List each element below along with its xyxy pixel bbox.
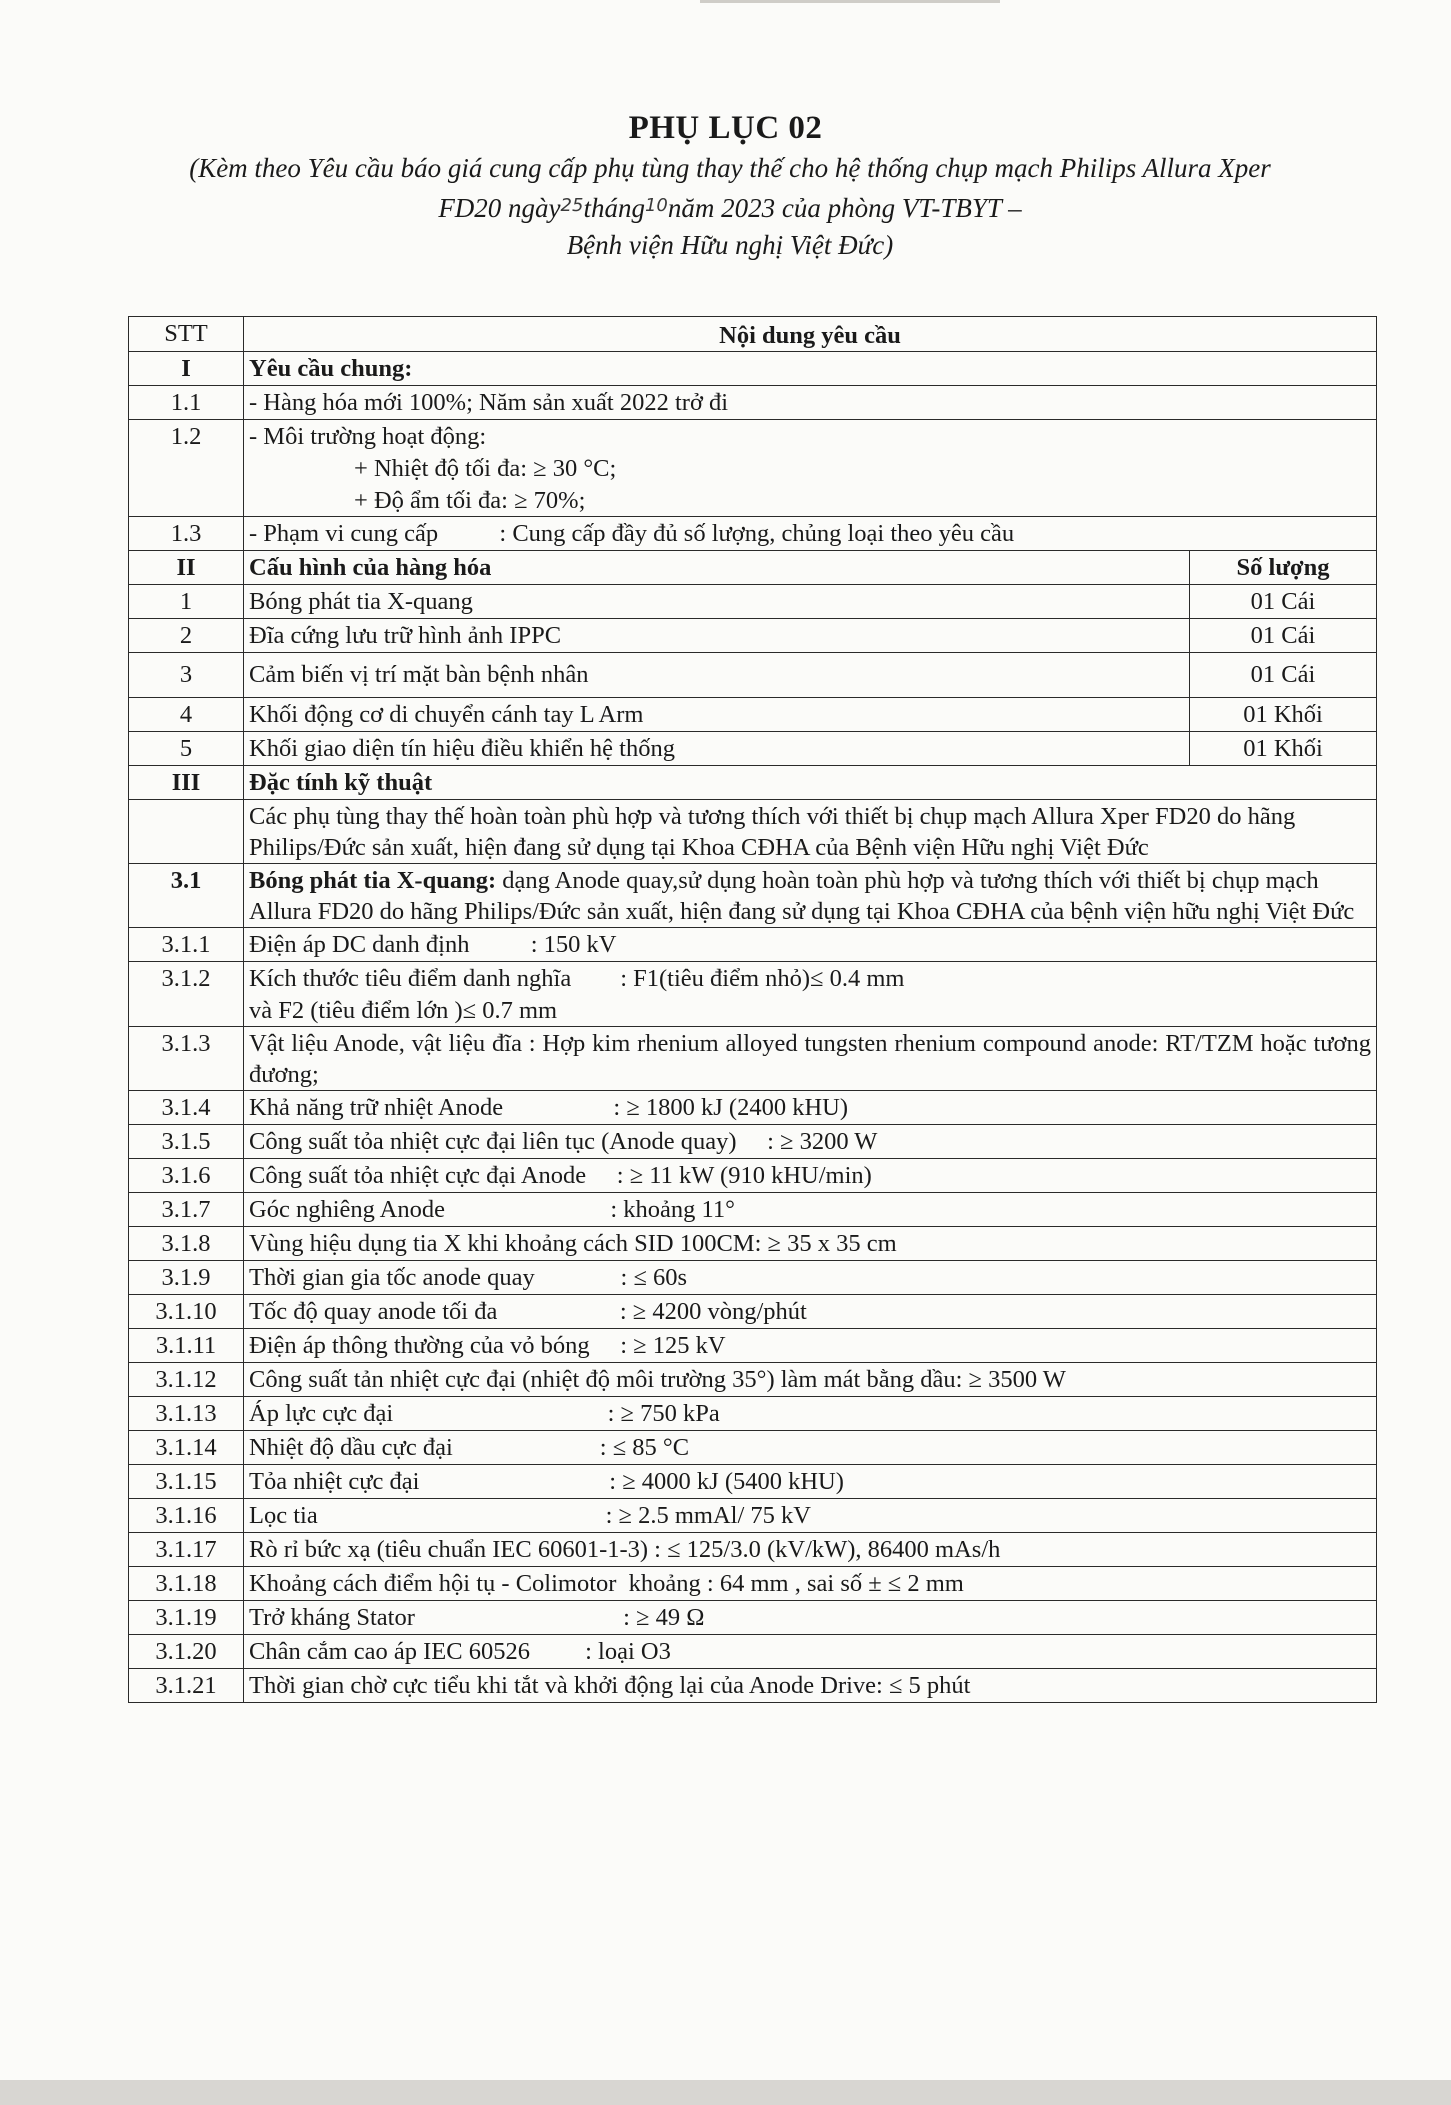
spec-row <box>129 1159 1377 1193</box>
spec-number: 3.1.8 <box>129 1227 244 1261</box>
subtitle-part1: (Kèm theo Yêu cầu báo giá cung cấp phụ tùng thay thế cho hệ thống chụp mạch Philips Allura Xper FD20 ngày <box>189 153 1271 223</box>
env-temp-line: + Nhiệt độ tối đa: ≥ 30 °C; <box>354 455 617 482</box>
spec-number: 3.1.4 <box>129 1091 244 1125</box>
spec-text: Tốc độ quay anode tối đa : ≥ 4200 vòng/phút <box>244 1295 1377 1329</box>
spec-row <box>129 1261 1377 1295</box>
document-title: PHỤ LỤC 02 <box>628 110 823 146</box>
table-row <box>129 800 1377 864</box>
item-number: 1 <box>129 585 244 619</box>
env-humidity-line: + Độ ẩm tối đa: ≥ 70%; <box>354 487 586 514</box>
spec-text: Lọc tia : ≥ 2.5 mmAl/ 75 kV <box>244 1499 1377 1533</box>
scan-bottom-edge <box>0 2080 1451 2105</box>
item-number: 4 <box>129 698 244 732</box>
spec-text <box>244 1027 1377 1091</box>
spec-number: 3.1.2 <box>129 962 244 1027</box>
table-row <box>129 732 1377 766</box>
spec-number: 3.1.15 <box>129 1465 244 1499</box>
spec-row <box>129 1601 1377 1635</box>
spec-number: 3.1.5 <box>129 1125 244 1159</box>
spec-text: Khoảng cách điểm hội tụ - Colimotor khoảng : 64 mm , sai số ± ≤ 2 mm <box>244 1567 1377 1601</box>
spec-text: Chân cắm cao áp IEC 60526 : loại O3 <box>244 1635 1377 1669</box>
spec-row <box>129 1091 1377 1125</box>
spec-text <box>244 962 1377 1027</box>
table-row <box>129 619 1377 653</box>
spec-number: 3.1.13 <box>129 1397 244 1431</box>
spec-line: và F2 (tiêu điểm lớn )≤ 0.7 mm <box>249 997 558 1024</box>
row-text <box>244 420 1377 517</box>
table-header-row <box>129 317 1377 352</box>
subtitle-line3: Bệnh viện Hữu nghị Việt Đức) <box>566 230 894 260</box>
section-label: Cấu hình của hàng hóa <box>244 551 1190 585</box>
spec-text: Thời gian gia tốc anode quay : ≤ 60s <box>244 1261 1377 1295</box>
spec-text: Khả năng trữ nhiệt Anode : ≥ 1800 kJ (2400 kHU) <box>244 1091 1377 1125</box>
section-row-specs <box>129 766 1377 800</box>
spec-text: Góc nghiêng Anode : khoảng 11° <box>244 1193 1377 1227</box>
subtitle-part3: năm 2023 của phòng VT-TBYT – <box>667 193 1022 223</box>
spec-text: Nhiệt độ dầu cực đại : ≤ 85 °C <box>244 1431 1377 1465</box>
row-text <box>244 800 1377 864</box>
spec-text: Tỏa nhiệt cực đại : ≥ 4000 kJ (5400 kHU) <box>244 1465 1377 1499</box>
item-name: Khối giao diện tín hiệu điều khiển hệ thống <box>244 732 1190 766</box>
item-name: Đĩa cứng lưu trữ hình ảnh IPPC <box>244 619 1190 653</box>
section-number: III <box>129 766 244 800</box>
subtitle-part2: tháng <box>583 193 645 223</box>
item-name: Cảm biến vị trí mặt bàn bệnh nhân <box>244 653 1190 698</box>
spec-number: 3.1.14 <box>129 1431 244 1465</box>
spec-number: 3.1.1 <box>129 928 244 962</box>
item-number: 5 <box>129 732 244 766</box>
spec-row <box>129 1533 1377 1567</box>
table-row <box>129 653 1377 698</box>
spec-number: 3.1.11 <box>129 1329 244 1363</box>
document-subtitle <box>160 150 1300 264</box>
spec-number: 3.1.19 <box>129 1601 244 1635</box>
row-number: 1.1 <box>129 386 244 420</box>
header-stt: STT <box>129 317 244 352</box>
spec-text: Công suất tỏa nhiệt cực đại Anode : ≥ 11 kW (910 kHU/min) <box>244 1159 1377 1193</box>
spec-row <box>129 1227 1377 1261</box>
spec-text: Điện áp thông thường của vỏ bóng : ≥ 125 kV <box>244 1329 1377 1363</box>
table-row <box>129 517 1377 551</box>
header-content: Nội dung yêu cầu <box>244 317 1377 352</box>
spec-row <box>129 1669 1377 1703</box>
table-row <box>129 585 1377 619</box>
requirements-table <box>128 316 1377 1703</box>
item-qty: 01 Cái <box>1190 585 1377 619</box>
spec-row <box>129 1295 1377 1329</box>
spec-text: Rò rỉ bức xạ (tiêu chuẩn IEC 60601-1-3) : ≤ 125/3.0 (kV/kW), 86400 mAs/h <box>244 1533 1377 1567</box>
page-edge-shadow <box>700 0 1000 3</box>
row-number: 3.1 <box>129 864 244 928</box>
spec-number: 3.1.9 <box>129 1261 244 1295</box>
spec-line: Kích thước tiêu điểm danh nghĩa : F1(tiêu điểm nhỏ)≤ 0.4 mm <box>249 965 905 992</box>
spec-row <box>129 962 1377 1027</box>
row-number: 1.2 <box>129 420 244 517</box>
spec-row <box>129 1635 1377 1669</box>
section-label: Yêu cầu chung: <box>244 352 1377 386</box>
spec-row <box>129 1567 1377 1601</box>
table-row <box>129 386 1377 420</box>
item-qty: 01 Khối <box>1190 732 1377 766</box>
row-number <box>129 800 244 864</box>
specs-intro: Các phụ tùng thay thế hoàn toàn phù hợp và tương thích với thiết bị chụp mạch Allura Xper FD20 do hãng Philips/Đức sản xuất, hiện đang sử dụng tại Khoa CĐHA của Bệnh viện Hữu nghị Việt Đức <box>249 803 1296 861</box>
spec-text: Công suất tỏa nhiệt cực đại liên tục (Anode quay) : ≥ 3200 W <box>244 1125 1377 1159</box>
row-number: 1.3 <box>129 517 244 551</box>
spec-number: 3.1.18 <box>129 1567 244 1601</box>
spec-number: 3.1.16 <box>129 1499 244 1533</box>
spec-row <box>129 1499 1377 1533</box>
spec-number: 3.1.10 <box>129 1295 244 1329</box>
spec-row <box>129 1125 1377 1159</box>
row-text: - Phạm vi cung cấp : Cung cấp đầy đủ số lượng, chủng loại theo yêu cầu <box>244 517 1377 551</box>
item-name: Bóng phát tia X-quang <box>244 585 1190 619</box>
handwritten-month: 10 <box>644 195 668 216</box>
spec-number: 3.1.17 <box>129 1533 244 1567</box>
item-name: Khối động cơ di chuyển cánh tay L Arm <box>244 698 1190 732</box>
spec-row <box>129 928 1377 962</box>
table-row <box>129 864 1377 928</box>
section-row-config <box>129 551 1377 585</box>
spec-line: Vật liệu Anode, vật liệu đĩa : Hợp kim rhenium alloyed tungsten rhenium compound anode: RT/TZM hoặc tương đương; <box>249 1030 1372 1088</box>
spec-row <box>129 1465 1377 1499</box>
spec-number: 3.1.12 <box>129 1363 244 1397</box>
env-line: - Môi trường hoạt động: <box>249 423 487 450</box>
section-label: Đặc tính kỹ thuật <box>244 766 1377 800</box>
qty-header: Số lượng <box>1190 551 1377 585</box>
spec-number: 3.1.21 <box>129 1669 244 1703</box>
spec-text: Điện áp DC danh định : 150 kV <box>244 928 1377 962</box>
section-number: II <box>129 551 244 585</box>
spec-number: 3.1.20 <box>129 1635 244 1669</box>
spec-text: Vùng hiệu dụng tia X khi khoảng cách SID 100CM: ≥ 35 x 35 cm <box>244 1227 1377 1261</box>
spec-row <box>129 1397 1377 1431</box>
spec-number: 3.1.6 <box>129 1159 244 1193</box>
handwritten-day: 25 <box>560 195 584 216</box>
spec-row <box>129 1431 1377 1465</box>
item-qty: 01 Cái <box>1190 653 1377 698</box>
spec-text: Thời gian chờ cực tiểu khi tắt và khởi động lại của Anode Drive: ≤ 5 phút <box>244 1669 1377 1703</box>
row-text: - Hàng hóa mới 100%; Năm sản xuất 2022 trở đi <box>244 386 1377 420</box>
spec-text: Công suất tản nhiệt cực đại (nhiệt độ môi trường 35°) làm mát bằng dầu: ≥ 3500 W <box>244 1363 1377 1397</box>
item-number: 3 <box>129 653 244 698</box>
item-number: 2 <box>129 619 244 653</box>
spec-number: 3.1.7 <box>129 1193 244 1227</box>
section-row-general <box>129 352 1377 386</box>
table-row <box>129 698 1377 732</box>
spec-row <box>129 1363 1377 1397</box>
row-text <box>244 864 1377 928</box>
row-description: dạng Anode quay,sử dụng hoàn toàn phù hợp và tương thích với thiết bị chụp mạch Allura FD20 do hãng Philips/Đức sản xuất, hiện đang sử dụng tại Khoa CĐHA của bệnh viện hữu nghị Việt Đức <box>249 867 1355 925</box>
item-qty: 01 Cái <box>1190 619 1377 653</box>
section-number: I <box>129 352 244 386</box>
table-row <box>129 420 1377 517</box>
spec-text: Áp lực cực đại : ≥ 750 kPa <box>244 1397 1377 1431</box>
item-qty: 01 Khối <box>1190 698 1377 732</box>
spec-row <box>129 1193 1377 1227</box>
spec-text: Trở kháng Stator : ≥ 49 Ω <box>244 1601 1377 1635</box>
spec-row <box>129 1027 1377 1091</box>
spec-row <box>129 1329 1377 1363</box>
row-bold-label: Bóng phát tia X-quang: <box>249 867 497 894</box>
spec-number: 3.1.3 <box>129 1027 244 1091</box>
